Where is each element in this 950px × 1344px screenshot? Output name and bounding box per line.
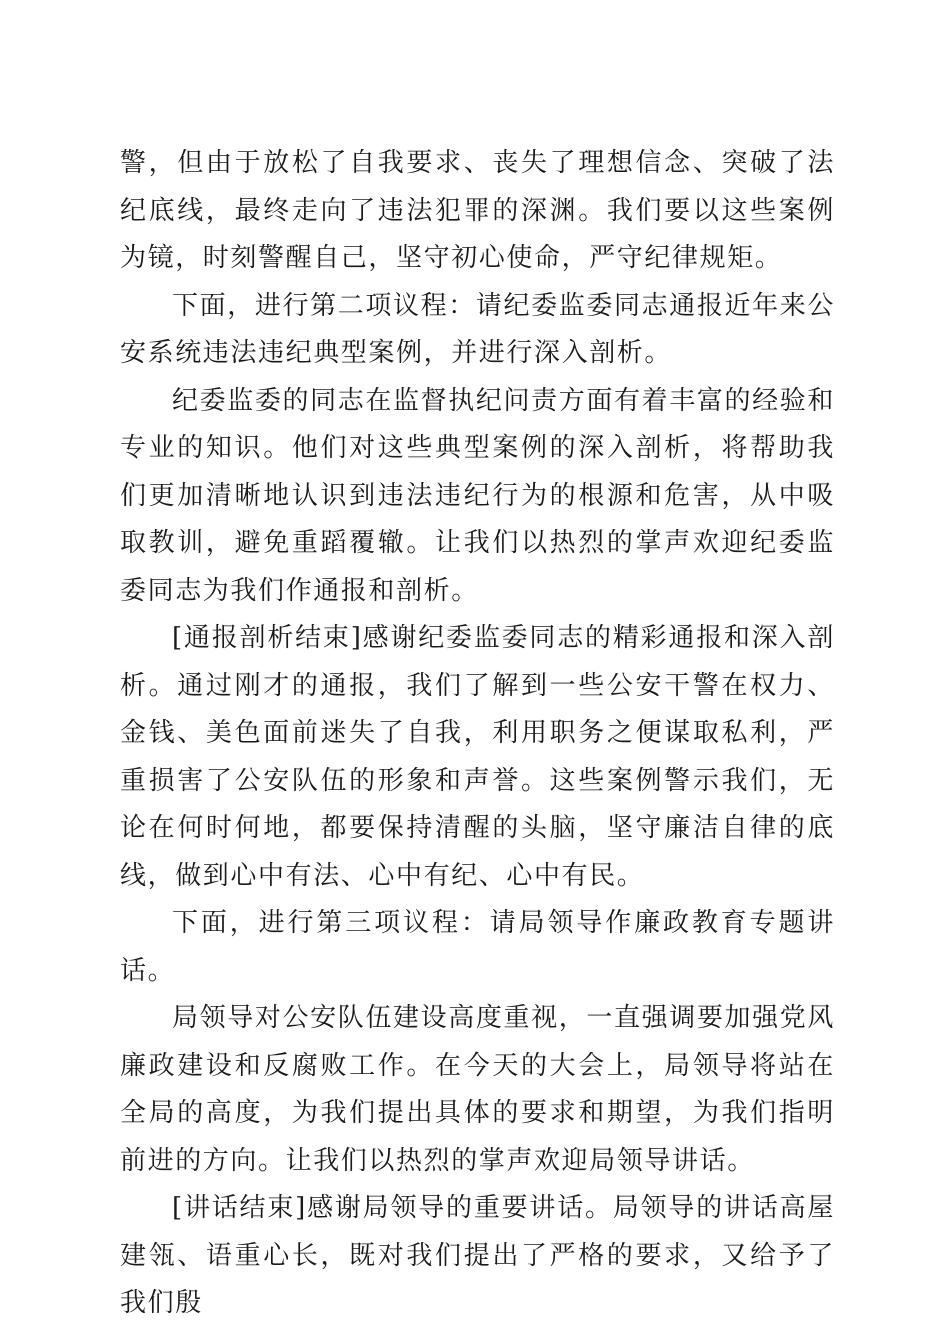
document-page	[120, 140, 835, 1328]
paragraph-continuation: 警，但由于放松了自我要求、丧失了理想信念、突破了法纪底线，最终走向了违法犯罪的深渊。我们要以这些案例为镜，时刻警醒自己，坚守初心使命，严守纪律规矩。	[120, 148, 835, 273]
paragraph-leader-intro: 局领导对公安队伍建设高度重视，一直强调要加强党风廉政建设和反腐败工作。在今天的大会上，局领导将站在全局的高度，为我们提出具体的要求和期望，为我们指明前进的方向。让我们以热烈的掌声欢迎局领导讲话。	[120, 1003, 835, 1176]
paragraph-speech-summary: [讲话结束]感谢局领导的重要讲话。局领导的讲话高屋建瓴、语重心长，既对我们提出了严格的要求，又给予了我们殷	[120, 1193, 835, 1318]
paragraph-agenda-item-two: 下面，进行第二项议程：请纪委监委同志通报近年来公安系统违法违纪典型案例，并进行深入剖析。	[120, 290, 835, 368]
paragraph-agenda-item-three: 下面，进行第三项议程：请局领导作廉政教育专题讲话。	[120, 908, 835, 986]
paragraph-report-summary: [通报剖析结束]感谢纪委监委同志的精彩通报和深入剖析。通过刚才的通报，我们了解到一些公安干警在权力、金钱、美色面前迷失了自我，利用职务之便谋取私利，严重损害了公安队伍的形象和声誉。这些案例警示我们，无论在何时何地，都要保持清醒的头脑，坚守廉洁自律的底线，做到心中有法、心中有纪、心中有民。	[120, 623, 835, 891]
paragraph-discipline-intro: 纪委监委的同志在监督执纪问责方面有着丰富的经验和专业的知识。他们对这些典型案例的深入剖析，将帮助我们更加清晰地认识到违法违纪行为的根源和危害，从中吸取教训，避免重蹈覆辙。让我们以热烈的掌声欢迎纪委监委同志为我们作通报和剖析。	[120, 385, 835, 606]
